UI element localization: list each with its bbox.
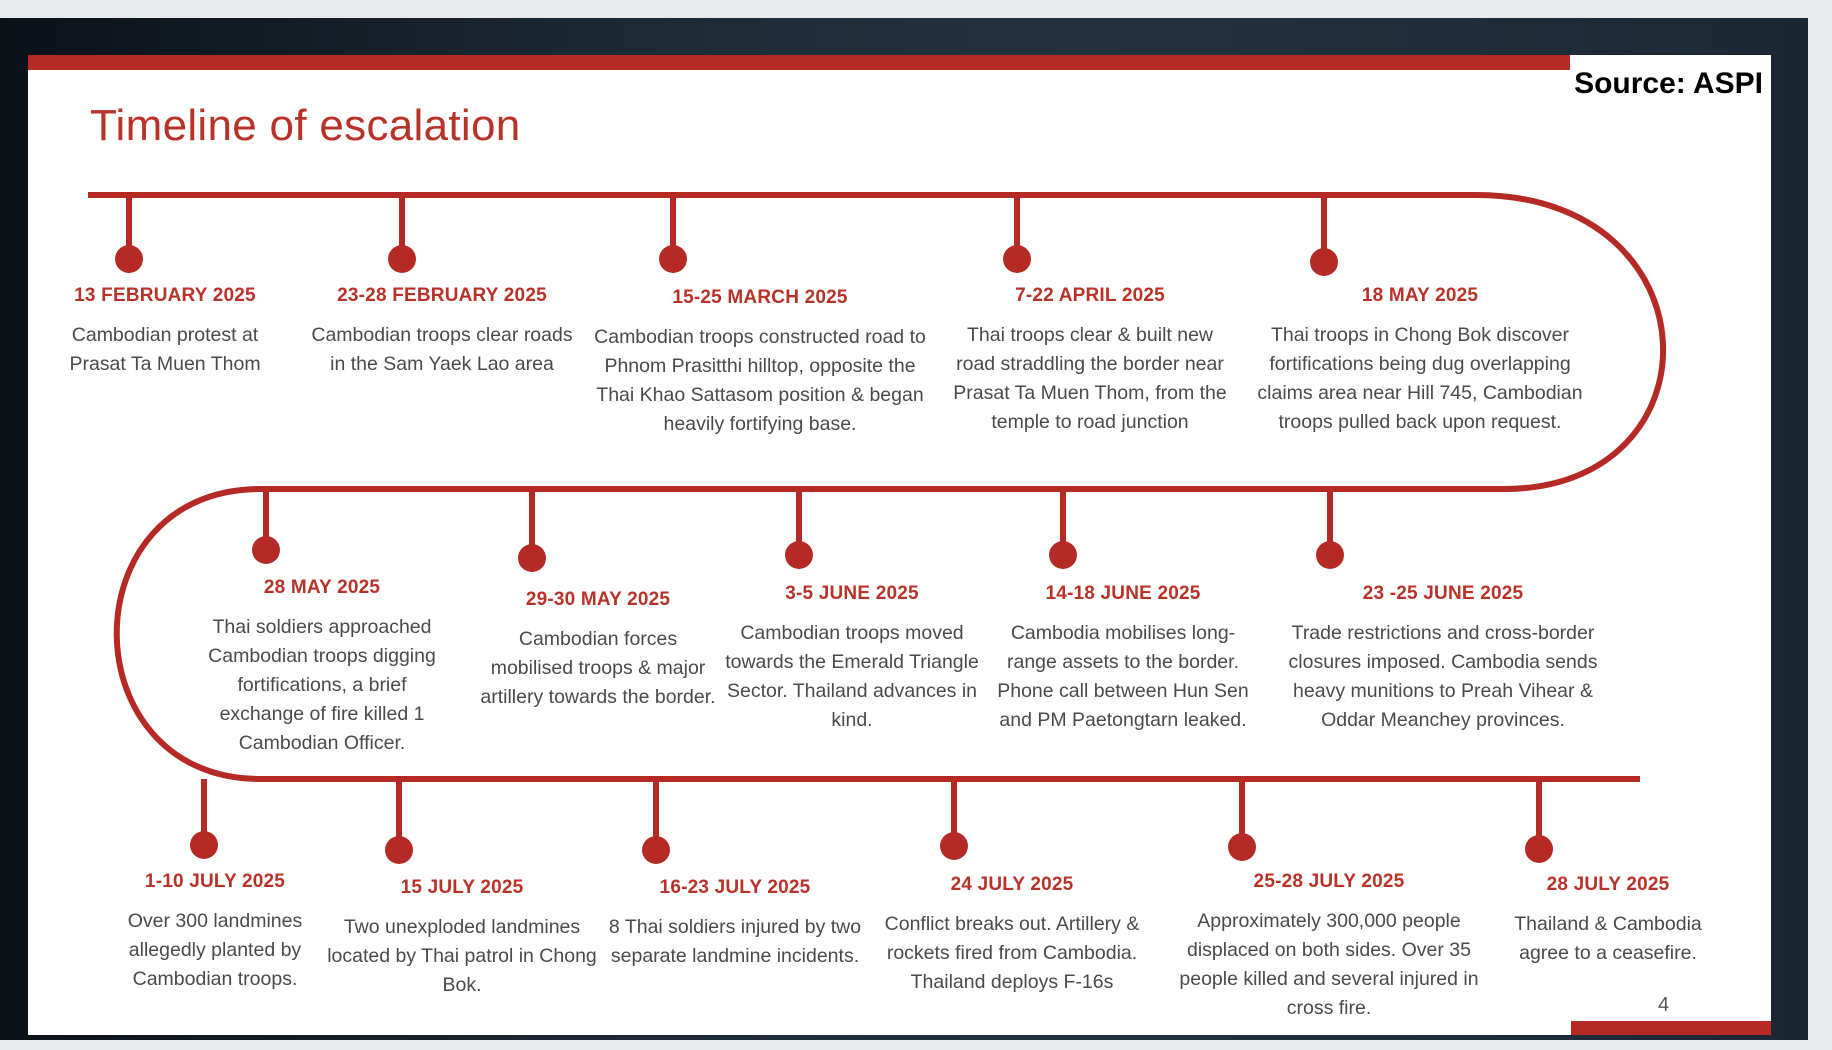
timeline-pin-dot	[385, 836, 413, 864]
timeline-event	[867, 874, 1157, 997]
timeline-event	[307, 285, 577, 379]
timeline-pin-dot	[642, 836, 670, 864]
event-date: 15-25 MARCH 2025	[672, 287, 848, 308]
event-date: 24 JULY 2025	[950, 874, 1074, 895]
event-date: 16-23 JULY 2025	[659, 877, 811, 898]
timeline-pin-dot	[1316, 541, 1344, 569]
event-description: Over 300 landmines allegedly planted by Cambodian troops.	[127, 910, 303, 990]
timeline-pin-dot	[659, 245, 687, 273]
timeline-pin-dot	[1049, 541, 1077, 569]
event-date: 15 JULY 2025	[400, 877, 524, 898]
timeline-pin-dot	[1525, 835, 1553, 863]
event-description: Thai troops in Chong Bok discover fortifications being dug overlapping claims area near Hill 745, Cambodian troops pulled back upon request.	[1257, 324, 1583, 433]
source-label: Source: ASPI	[1574, 67, 1763, 100]
event-description: Approximately 300,000 people displaced on both sides. Over 35 people killed and several injured in cross fire.	[1179, 910, 1479, 1019]
event-date: 13 FEBRUARY 2025	[74, 285, 256, 306]
event-description: 8 Thai soldiers injured by two separate landmine incidents.	[608, 916, 862, 967]
event-date: 3-5 JUNE 2025	[785, 583, 919, 604]
event-description: Cambodia mobilises long-range assets to the border. Phone call between Hun Sen and PM Paetongtarn leaked.	[997, 622, 1249, 731]
timeline-event	[478, 589, 718, 712]
event-date: 25-28 JULY 2025	[1253, 871, 1405, 892]
timeline-event	[1278, 583, 1608, 735]
event-date: 23 -25 JUNE 2025	[1362, 583, 1524, 604]
timeline-pin-dot	[115, 245, 143, 273]
timeline-pin-dot	[1228, 833, 1256, 861]
timeline-event	[945, 285, 1235, 437]
timeline-event	[1169, 871, 1489, 1023]
event-description: Cambodian troops moved towards the Emerald Triangle Sector. Thailand advances in kind.	[725, 622, 979, 731]
timeline-event	[1255, 285, 1585, 437]
event-description: Cambodian troops clear roads in the Sam Yaek Lao area	[311, 324, 573, 375]
event-date: 18 MAY 2025	[1361, 285, 1479, 306]
slide-title: Timeline of escalation	[90, 101, 521, 150]
event-description: Trade restrictions and cross-border closures imposed. Cambodia sends heavy munitions to Preah Vihear & Oddar Meanchey provinces.	[1288, 622, 1598, 731]
event-date: 29-30 MAY 2025	[525, 589, 671, 610]
timeline-event	[327, 877, 597, 1000]
timeline-pin-dot	[388, 245, 416, 273]
timeline-pin-dot	[940, 832, 968, 860]
timeline-pin-dot	[785, 541, 813, 569]
timeline-event	[605, 877, 865, 971]
event-date: 1-10 JULY 2025	[144, 871, 286, 892]
event-description: Thai soldiers approached Cambodian troops digging fortifications, a brief exchange of fire killed 1 Cambodian Officer.	[208, 616, 436, 754]
timeline-event	[115, 871, 315, 994]
timeline-event	[197, 577, 447, 758]
timeline-event	[993, 583, 1253, 735]
timeline-pin-dot	[252, 536, 280, 564]
event-description: Cambodian troops constructed road to Phnom Prasitthi hilltop, opposite the Thai Khao Sattasom position & began heavily fortifying base.	[594, 326, 926, 435]
timeline-pin-dot	[1310, 248, 1338, 276]
bottom-accent-bar	[1571, 1021, 1771, 1035]
page-number: 4	[1658, 994, 1670, 1016]
timeline-pin-dot	[1003, 245, 1031, 273]
event-description: Thai troops clear & built new road straddling the border near Prasat Ta Muen Thom, from the temple to road junction	[953, 324, 1227, 433]
timeline-event	[585, 287, 935, 439]
event-description: Two unexploded landmines located by Thai patrol in Chong Bok.	[327, 916, 597, 996]
event-date: 28 JULY 2025	[1546, 874, 1670, 895]
event-date: 14-18 JUNE 2025	[1045, 583, 1201, 604]
timeline-event	[722, 583, 982, 735]
timeline-event	[1493, 874, 1723, 968]
timeline-pin-dot	[518, 544, 546, 572]
event-description: Cambodian protest at Prasat Ta Muen Thom	[69, 324, 261, 375]
event-date: 28 MAY 2025	[263, 577, 381, 598]
slide	[28, 55, 1771, 1035]
event-description: Conflict breaks out. Artillery & rockets fired from Cambodia. Thailand deploys F-16s	[884, 913, 1140, 993]
event-date: 23-28 FEBRUARY 2025	[337, 285, 547, 306]
timeline-event	[55, 285, 275, 379]
timeline-pin-dot	[190, 831, 218, 859]
event-description: Thailand & Cambodia agree to a ceasefire.	[1514, 913, 1702, 964]
event-description: Cambodian forces mobilised troops & major artillery towards the border.	[480, 628, 716, 708]
window-frame	[0, 18, 1808, 1040]
event-date: 7-22 APRIL 2025	[1015, 285, 1165, 306]
